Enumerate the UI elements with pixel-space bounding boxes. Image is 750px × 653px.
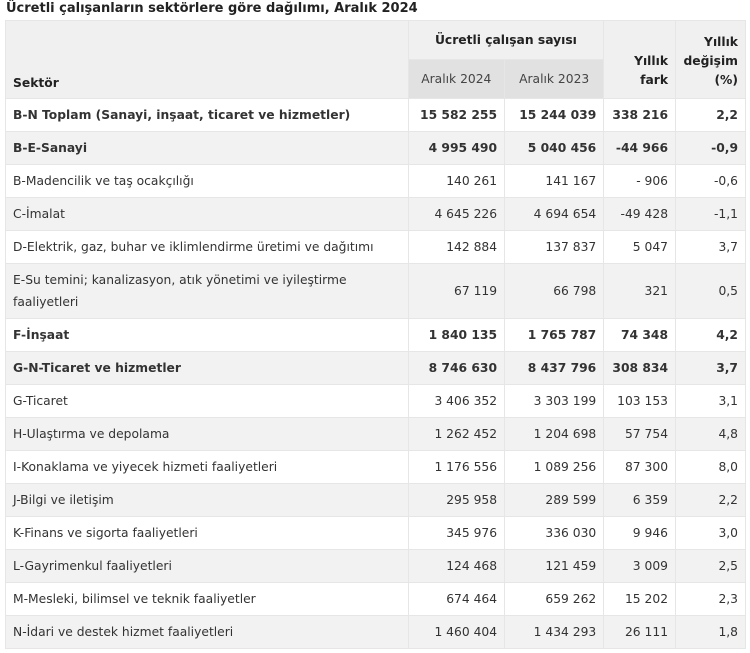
diff-cell: 9 946 bbox=[604, 517, 676, 550]
pct-cell: 2,2 bbox=[676, 484, 746, 517]
header-2023: Aralık 2023 bbox=[505, 60, 604, 99]
diff-cell: 6 359 bbox=[604, 484, 676, 517]
value-2023-cell: 3 303 199 bbox=[505, 385, 604, 418]
value-2023-cell: 336 030 bbox=[505, 517, 604, 550]
pct-cell: 3,7 bbox=[676, 352, 746, 385]
value-2024-cell: 1 840 135 bbox=[408, 319, 504, 352]
employment-table bbox=[5, 20, 746, 649]
sector-cell: B-Madencilik ve taş ocakçılığı bbox=[6, 165, 409, 198]
value-2023-cell: 137 837 bbox=[505, 231, 604, 264]
table-row bbox=[6, 451, 746, 484]
value-2024-cell: 674 464 bbox=[408, 583, 504, 616]
pct-cell: 8,0 bbox=[676, 451, 746, 484]
sector-cell: K-Finans ve sigorta faaliyetleri bbox=[6, 517, 409, 550]
table-title: Ücretli çalışanların sektörlere göre dağılımı, Aralık 2024 bbox=[6, 1, 418, 16]
header-group: Ücretli çalışan sayısı bbox=[408, 21, 604, 60]
diff-cell: -49 428 bbox=[604, 198, 676, 231]
value-2024-cell: 4 645 226 bbox=[408, 198, 504, 231]
header-change-line: (%) bbox=[714, 73, 738, 87]
header-change-line: Yıllık bbox=[704, 35, 738, 49]
sector-cell: H-Ulaştırma ve depolama bbox=[6, 418, 409, 451]
sector-cell: G-N-Ticaret ve hizmetler bbox=[6, 352, 409, 385]
diff-cell: 103 153 bbox=[604, 385, 676, 418]
diff-cell: 338 216 bbox=[604, 99, 676, 132]
table-row bbox=[6, 231, 746, 264]
sector-cell: M-Mesleki, bilimsel ve teknik faaliyetler bbox=[6, 583, 409, 616]
sector-cell: E-Su temini; kanalizasyon, atık yönetimi ve iyileştirme faaliyetleri bbox=[6, 264, 409, 319]
table-row bbox=[6, 550, 746, 583]
diff-cell: 57 754 bbox=[604, 418, 676, 451]
header-2024: Aralık 2024 bbox=[408, 60, 504, 99]
pct-cell: 4,2 bbox=[676, 319, 746, 352]
sector-cell: L-Gayrimenkul faaliyetleri bbox=[6, 550, 409, 583]
value-2024-cell: 1 460 404 bbox=[408, 616, 504, 649]
value-2023-cell: 289 599 bbox=[505, 484, 604, 517]
sector-cell: I-Konaklama ve yiyecek hizmeti faaliyetleri bbox=[6, 451, 409, 484]
value-2023-cell: 66 798 bbox=[505, 264, 604, 319]
value-2024-cell: 8 746 630 bbox=[408, 352, 504, 385]
value-2024-cell: 140 261 bbox=[408, 165, 504, 198]
diff-cell: 5 047 bbox=[604, 231, 676, 264]
table-row bbox=[6, 385, 746, 418]
table-row bbox=[6, 99, 746, 132]
value-2023-cell: 1 765 787 bbox=[505, 319, 604, 352]
value-2023-cell: 4 694 654 bbox=[505, 198, 604, 231]
header-change-line: değişim bbox=[683, 54, 738, 68]
header-diff: Yıllık fark bbox=[604, 21, 676, 99]
table-row bbox=[6, 352, 746, 385]
pct-cell: 2,5 bbox=[676, 550, 746, 583]
value-2024-cell: 3 406 352 bbox=[408, 385, 504, 418]
sector-cell: F-İnşaat bbox=[6, 319, 409, 352]
table-row bbox=[6, 484, 746, 517]
value-2024-cell: 124 468 bbox=[408, 550, 504, 583]
diff-cell: 26 111 bbox=[604, 616, 676, 649]
sector-cell: C-İmalat bbox=[6, 198, 409, 231]
sector-cell: B-E-Sanayi bbox=[6, 132, 409, 165]
sector-cell: G-Ticaret bbox=[6, 385, 409, 418]
pct-cell: 1,8 bbox=[676, 616, 746, 649]
diff-cell: -44 966 bbox=[604, 132, 676, 165]
pct-cell: -1,1 bbox=[676, 198, 746, 231]
pct-cell: 4,8 bbox=[676, 418, 746, 451]
value-2023-cell: 141 167 bbox=[505, 165, 604, 198]
pct-cell: 2,3 bbox=[676, 583, 746, 616]
value-2024-cell: 1 262 452 bbox=[408, 418, 504, 451]
value-2024-cell: 15 582 255 bbox=[408, 99, 504, 132]
value-2024-cell: 4 995 490 bbox=[408, 132, 504, 165]
sector-cell: N-İdari ve destek hizmet faaliyetleri bbox=[6, 616, 409, 649]
pct-cell: 3,1 bbox=[676, 385, 746, 418]
diff-cell: 74 348 bbox=[604, 319, 676, 352]
value-2024-cell: 67 119 bbox=[408, 264, 504, 319]
pct-cell: 0,5 bbox=[676, 264, 746, 319]
table-row bbox=[6, 264, 746, 319]
table-row bbox=[6, 517, 746, 550]
table-row bbox=[6, 198, 746, 231]
table-row bbox=[6, 132, 746, 165]
table-row bbox=[6, 616, 746, 649]
table-row bbox=[6, 319, 746, 352]
pct-cell: 3,7 bbox=[676, 231, 746, 264]
pct-cell: 3,0 bbox=[676, 517, 746, 550]
sector-cell: J-Bilgi ve iletişim bbox=[6, 484, 409, 517]
value-2023-cell: 659 262 bbox=[505, 583, 604, 616]
pct-cell: -0,9 bbox=[676, 132, 746, 165]
diff-cell: 308 834 bbox=[604, 352, 676, 385]
diff-cell: 87 300 bbox=[604, 451, 676, 484]
value-2023-cell: 1 089 256 bbox=[505, 451, 604, 484]
header-change bbox=[676, 21, 746, 99]
header-sector: Sektör bbox=[6, 21, 409, 99]
pct-cell: -0,6 bbox=[676, 165, 746, 198]
diff-cell: 321 bbox=[604, 264, 676, 319]
value-2024-cell: 295 958 bbox=[408, 484, 504, 517]
diff-cell: 15 202 bbox=[604, 583, 676, 616]
value-2024-cell: 1 176 556 bbox=[408, 451, 504, 484]
value-2024-cell: 345 976 bbox=[408, 517, 504, 550]
sector-cell: B-N Toplam (Sanayi, inşaat, ticaret ve hizmetler) bbox=[6, 99, 409, 132]
diff-cell: 3 009 bbox=[604, 550, 676, 583]
pct-cell: 2,2 bbox=[676, 99, 746, 132]
table-row bbox=[6, 165, 746, 198]
value-2023-cell: 1 204 698 bbox=[505, 418, 604, 451]
sector-cell: D-Elektrik, gaz, buhar ve iklimlendirme üretimi ve dağıtımı bbox=[6, 231, 409, 264]
value-2023-cell: 15 244 039 bbox=[505, 99, 604, 132]
table-row bbox=[6, 583, 746, 616]
table-row bbox=[6, 418, 746, 451]
value-2024-cell: 142 884 bbox=[408, 231, 504, 264]
value-2023-cell: 121 459 bbox=[505, 550, 604, 583]
diff-cell: - 906 bbox=[604, 165, 676, 198]
value-2023-cell: 1 434 293 bbox=[505, 616, 604, 649]
value-2023-cell: 8 437 796 bbox=[505, 352, 604, 385]
value-2023-cell: 5 040 456 bbox=[505, 132, 604, 165]
